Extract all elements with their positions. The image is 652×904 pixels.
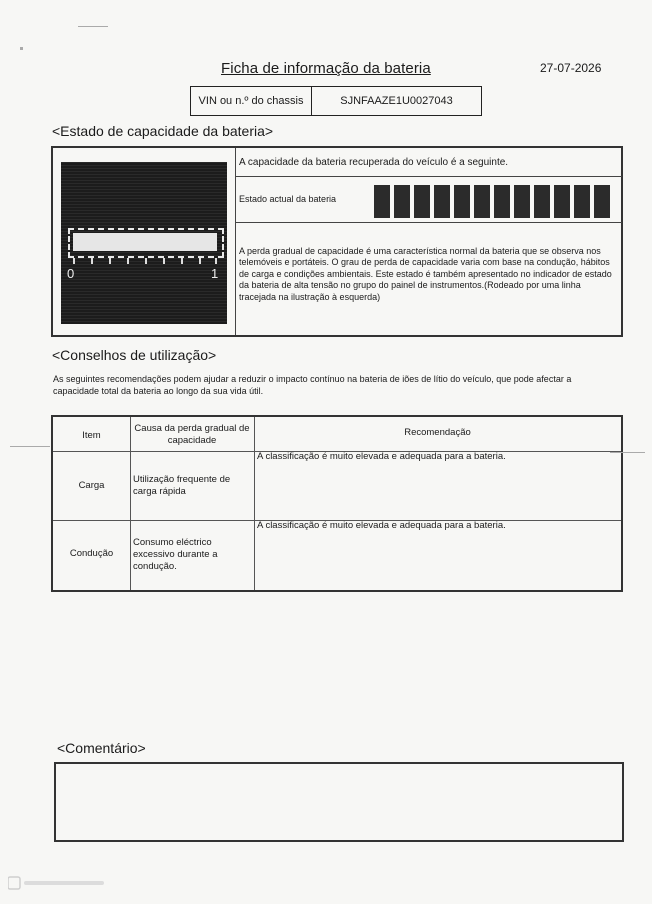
watermark-logo [8,874,108,895]
capacity-info-column [235,148,622,335]
gauge-min-label: 0 [67,266,75,281]
battery-segment [394,185,410,218]
battery-segment [494,185,510,218]
page-title: Ficha de informação da bateria [221,60,431,77]
battery-segment [554,185,570,218]
table-row-recommendation: A classificação é muito elevada e adequada para a bateria. [257,520,506,531]
advice-table [51,415,623,592]
vin-box [190,86,482,116]
battery-segment [474,185,490,218]
report-date: 27-07-2026 [540,61,602,75]
gauge-tick [199,258,201,264]
capacity-state-box [51,146,623,337]
table-header-cause: Causa da perda gradual de capacidade [134,423,250,446]
gauge-tick [109,258,111,264]
table-row-cause: Consumo eléctrico excessivo durante a condução. [133,537,218,572]
gauge-bar [73,233,217,251]
battery-gauge-illustration [61,162,227,324]
comment-box [54,762,624,842]
battery-segment-bar [374,185,610,218]
watermark-mark [8,874,108,892]
table-row-item: Condução [69,548,114,559]
gauge-tick [73,258,75,264]
comment-section-heading: <Comentário> [57,740,146,756]
battery-state-row [236,178,622,223]
gauge-tick [91,258,93,264]
gauge-tick [145,258,147,264]
battery-segment [454,185,470,218]
vin-value: SJNFAAZE1U0027043 [340,95,453,107]
gauge-tick [163,258,165,264]
usage-intro-text: As seguintes recomendações podem ajudar a reduzir o impacto contínuo na bateria de iões de lítio do veículo, que pode afectar a capacidade total da bateria ao longo da sua vida útil. [53,374,572,396]
vin-label: VIN ou n.º do chassis [191,87,312,115]
recovered-capacity-text: A capacidade da bateria recuperada do veículo é a seguinte. [236,148,622,177]
table-row-cause: Utilização frequente de carga rápida [133,474,231,497]
capacity-description: A perda gradual de capacidade é uma característica normal da bateria que se observa nos telemóveis e portáteis. O grau de perda de capacidade varia com base na condução, hábitos de carga e condições ambientais. Este estado é também apresentado no indicador de estado da bateria de alta tensão no grupo do painel de instrumentos.(Rodeado por uma linha tracejada na ilustração à esquerda) [239,246,612,302]
table-row-item: Carga [78,480,105,491]
table-row-recommendation: A classificação é muito elevada e adequada para a bateria. [257,451,506,462]
gauge-tick [181,258,183,264]
gauge-dashed-frame [68,228,224,258]
battery-state-label: Estado actual da bateria [239,194,337,204]
capacity-section-heading: <Estado de capacidade da bateria> [52,123,274,139]
battery-segment [594,185,610,218]
table-header-item: Item [82,430,101,441]
gauge-max-label: 1 [211,266,219,281]
battery-segment [434,185,450,218]
battery-segment [574,185,590,218]
battery-segment [534,185,550,218]
battery-segment [514,185,530,218]
battery-segment [414,185,430,218]
usage-section-heading: <Conselhos de utilização> [52,347,217,363]
gauge-tick [127,258,129,264]
table-header-recommendation: Recomendação [404,427,471,438]
gauge-tick [215,258,217,264]
battery-segment [374,185,390,218]
